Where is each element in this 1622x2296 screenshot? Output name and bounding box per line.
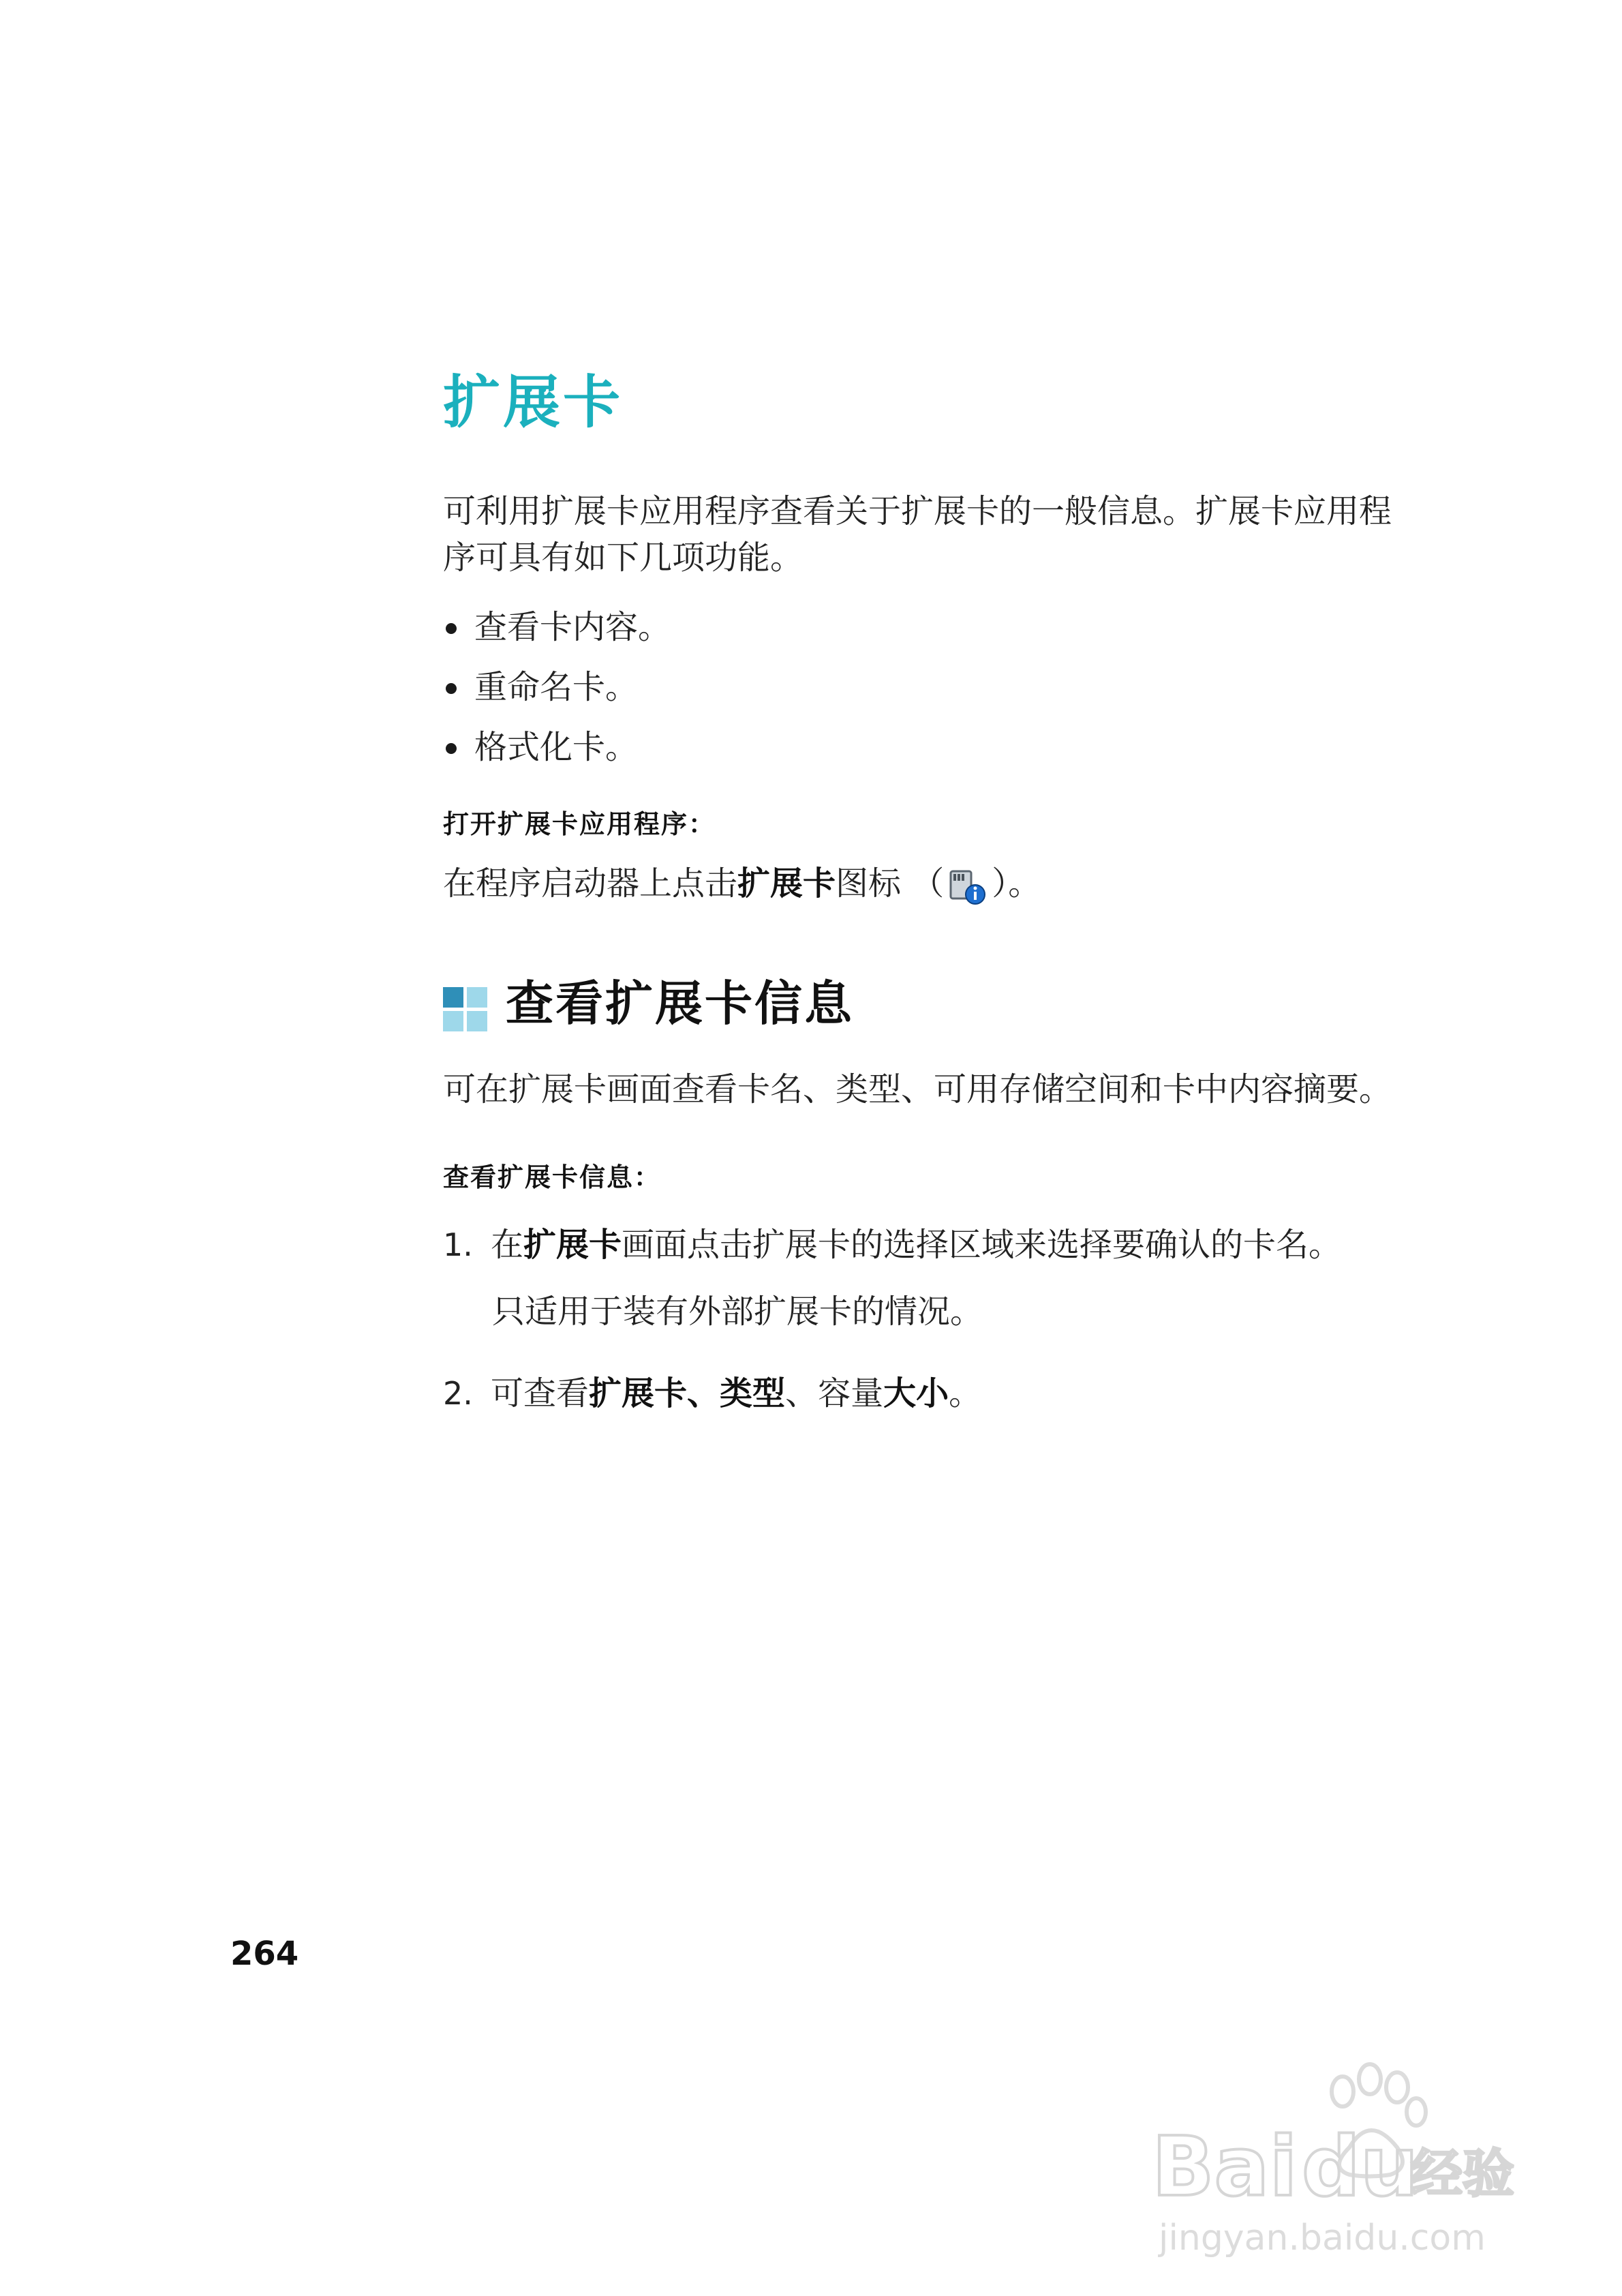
list-item: 格式化卡。 bbox=[443, 717, 671, 777]
page-title: 扩展卡 bbox=[443, 369, 624, 436]
bullet-icon bbox=[446, 683, 457, 694]
bullet-icon bbox=[446, 623, 457, 634]
app-name-bold: 扩展卡 bbox=[737, 864, 836, 903]
watermark-url: jingyan.baidu.com bbox=[1159, 2218, 1486, 2259]
step-number: 2. bbox=[443, 1375, 473, 1412]
section-title: 查看扩展卡信息 bbox=[506, 976, 854, 1031]
step-1: 1. 在扩展卡画面点击扩展卡的选择区域来选择要确认的卡名。 bbox=[443, 1222, 1341, 1268]
step-2: 2. 可查看扩展卡、类型、容量大小。 bbox=[443, 1370, 981, 1417]
baidu-jingyan-watermark bbox=[1145, 2045, 1527, 2270]
open-app-heading: 打开扩展卡应用程序： bbox=[443, 809, 716, 839]
step-1-note: 只适用于装有外部扩展卡的情况。 bbox=[492, 1293, 983, 1331]
svg-text:Bai: Bai bbox=[1152, 2120, 1298, 2215]
bullet-icon bbox=[446, 743, 457, 754]
view-info-heading: 查看扩展卡信息： bbox=[443, 1162, 662, 1192]
page-number: 264 bbox=[230, 1935, 299, 1973]
expansion-card-app-icon bbox=[947, 867, 989, 905]
intro-paragraph: 可利用扩展卡应用程序查看关于扩展卡的一般信息。扩展卡应用程序可具有如下几项功能。 bbox=[443, 492, 1392, 577]
section-paragraph: 可在扩展卡画面查看卡名、类型、可用存储空间和卡中内容摘要。 bbox=[443, 1070, 1392, 1108]
svg-text:du: du bbox=[1302, 2120, 1419, 2215]
step-number: 1. bbox=[443, 1226, 473, 1263]
list-item: 重命名卡。 bbox=[443, 657, 671, 717]
section-grid-icon bbox=[443, 987, 488, 1032]
svg-text:经验: 经验 bbox=[1411, 2143, 1514, 2204]
feature-list bbox=[443, 597, 671, 777]
list-item: 查看卡内容。 bbox=[443, 597, 671, 657]
open-app-instruction: 在程序启动器上点击扩展卡图标 （ ）。 bbox=[443, 860, 1041, 907]
